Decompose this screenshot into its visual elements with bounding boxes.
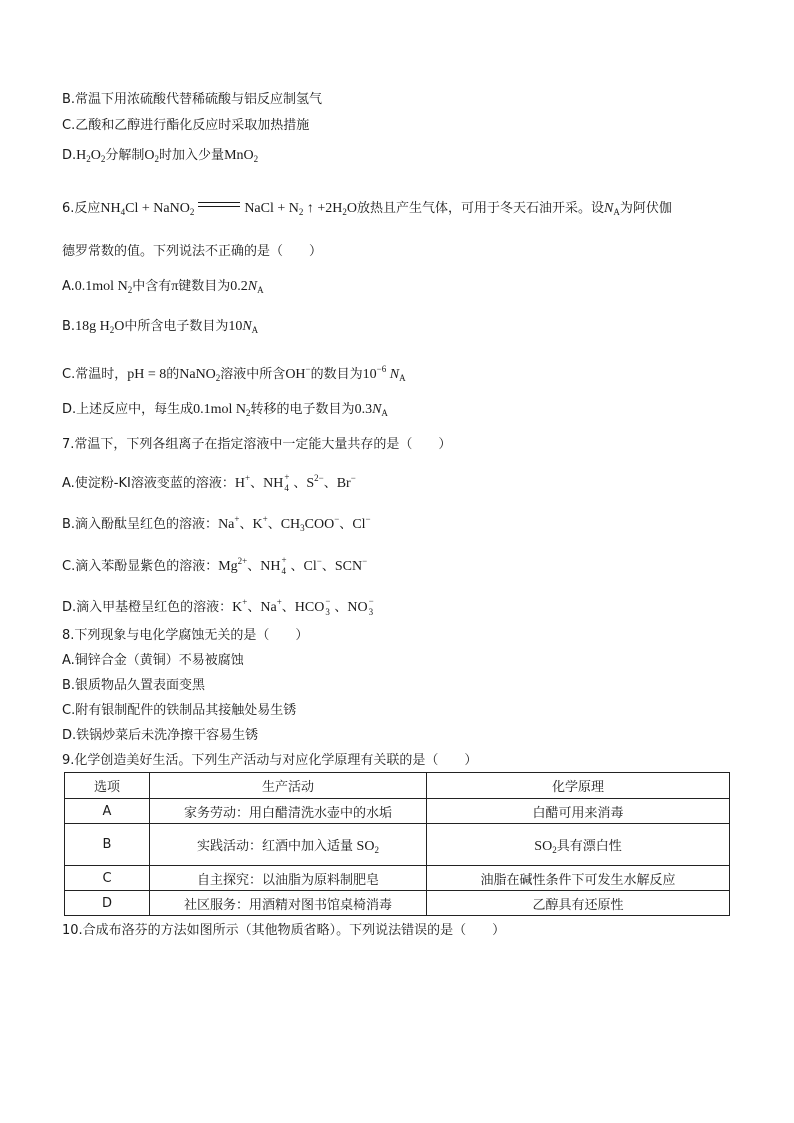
q6-option-c: C.常温时，pH = 8的NaNO$_2$溶液中所含OH−的数目为$10^{-6}$ $N_A$: [62, 364, 406, 383]
q9-table: [64, 772, 730, 916]
q10-stem: 10.合成布洛芬的方法如图所示（其他物质省略）。下列说法错误的是（ ）: [62, 923, 506, 938]
q5-option-d: $D.H_2O_2$分解制$O_2$时加入少量MnO$_2$: [62, 148, 259, 164]
q6-option-d: D.上述反应中，每生成0.1mol $N_2$转移的电子数目为$0.3N_A$: [62, 402, 388, 418]
row-activity: 自主探究：以油脂为原料制肥皂: [150, 866, 427, 891]
q9-stem: 9.化学创造美好生活。下列生产活动与对应化学原理有关联的是（ ）: [62, 753, 478, 768]
header-principle: 化学原理: [427, 773, 730, 799]
q8-option-d: D.铁锅炒菜后未洗净擦干容易生锈: [62, 728, 259, 743]
q7-option-a: A.使淀粉-KI溶液变蓝的溶液：H+、NH + 4 、$S^{2-}$、Br−: [62, 472, 356, 493]
row-principle: $SO_2$具有漂白性: [427, 824, 730, 866]
row-option: D: [65, 891, 150, 916]
row-principle: 油脂在碱性条件下可发生水解反应: [427, 866, 730, 891]
equal-sign-double-line: [198, 200, 240, 210]
row-activity: 家务劳动：用白醋清洗水壶中的水垢: [150, 799, 427, 824]
header-option: 选项: [65, 773, 150, 799]
row-option: B: [65, 824, 150, 866]
q8-option-c: C.附有银制配件的铁制品其接触处易生锈: [62, 703, 297, 718]
q7-option-c: C.滴入苯酚显紫色的溶液：$Mg^{2+}$、NH + 4 、Cl−、SCN−: [62, 555, 368, 576]
q6-option-a: A.0.1mol $N_2$中含有π键数目为$0.2N_A$: [62, 279, 264, 295]
q6-stem-line2: 德罗常数的值。下列说法不正确的是（ ）: [62, 244, 323, 259]
row-principle: 乙醇具有还原性: [427, 891, 730, 916]
q7-option-d: D.滴入甲基橙呈红色的溶液：K+、Na+、HCO − 3 、NO − 3: [62, 596, 374, 617]
q8-option-b: B.银质物品久置表面变黑: [62, 678, 206, 693]
q6-stem: 6.反应$NH_4Cl$ + NaNO$_2$ NaCl + $N_2$ ↑ $+2H_2O$放热且产生气体，可用于冬天石油开采。设$N_A$为阿伏伽: [62, 201, 672, 217]
q5-option-b: B.常温下用浓硫酸代替稀硫酸与铝反应制氢气: [62, 92, 323, 107]
q8-stem: 8.下列现象与电化学腐蚀无关的是（ ）: [62, 628, 309, 643]
table-row: [65, 891, 730, 916]
table-row: [65, 799, 730, 824]
q7-stem: 7.常温下，下列各组离子在指定溶液中一定能大量共存的是（ ）: [62, 437, 452, 452]
table-row: [65, 866, 730, 891]
q7-option-b: B.滴入酚酞呈红色的溶液：Na+、K+、$CH_3COO^-$、Cl−: [62, 514, 371, 533]
q6-option-b: B.18g $H_2O$中所含电子数目为$10N_A$: [62, 319, 259, 335]
q8-option-a: A.铜锌合金（黄铜）不易被腐蚀: [62, 653, 244, 668]
table-header-row: [65, 773, 730, 799]
row-activity: 社区服务：用酒精对图书馆桌椅消毒: [150, 891, 427, 916]
q5-option-c: C.乙酸和乙醇进行酯化反应时采取加热措施: [62, 118, 310, 133]
table-row: [65, 824, 730, 866]
row-option: A: [65, 799, 150, 824]
header-activity: 生产活动: [150, 773, 427, 799]
row-principle: 白醋可用来消毒: [427, 799, 730, 824]
row-option: C: [65, 866, 150, 891]
row-activity: 实践活动：红酒中加入适量 $SO_2$: [150, 824, 427, 866]
